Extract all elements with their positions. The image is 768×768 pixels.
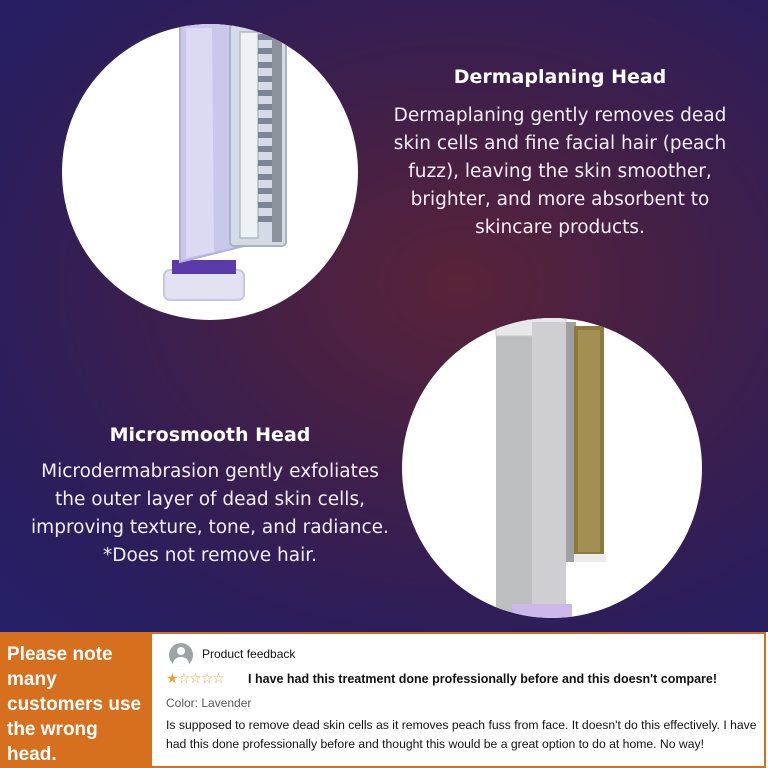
- dermaplaning-head-image: [62, 24, 358, 320]
- dermaplaning-description: Dermaplaning gently removes dead skin cells and fine facial hair (peach fuzz), leaving the skin smoother, brighter, and more absorbent to skincare products.: [393, 105, 727, 238]
- reviewer-name: Product feedback: [202, 647, 296, 661]
- microsmooth-heading: Microsmooth Head: [109, 424, 311, 446]
- customer-note-text: Please note many customers use the wrong head.: [7, 644, 142, 765]
- star-rating: [166, 672, 224, 686]
- dermaplaning-heading: Dermaplaning Head: [453, 66, 667, 88]
- microsmooth-device-illustration: [402, 318, 702, 618]
- review-body: Is supposed to remove dead skin cells as it removes peach fuss from face. It doesn't do this effectively. I have had this done professionally before and thought this would be a great option to do at home. No way!: [166, 718, 757, 751]
- review-color-variant: Color: Lavender: [166, 696, 252, 710]
- star-filled-icon: ★: [166, 671, 178, 687]
- dermaplaning-device-illustration: [62, 24, 358, 320]
- avatar: [169, 643, 193, 667]
- microsmooth-description: Microdermabrasion gently exfoliates the outer layer of dead skin cells, improving texture, tone, and radiance. *Does not remove hair.: [31, 461, 389, 566]
- star-empty-icon: ☆: [189, 671, 201, 687]
- microsmooth-head-image: [402, 318, 702, 618]
- review-card: [152, 632, 766, 768]
- star-empty-icon: ☆: [212, 671, 224, 687]
- star-empty-icon: ☆: [200, 671, 213, 687]
- customer-note-box: [0, 632, 152, 768]
- star-empty-icon: ☆: [177, 671, 190, 687]
- review-title[interactable]: I have had this treatment done professionally before and this doesn't compare!: [248, 672, 718, 686]
